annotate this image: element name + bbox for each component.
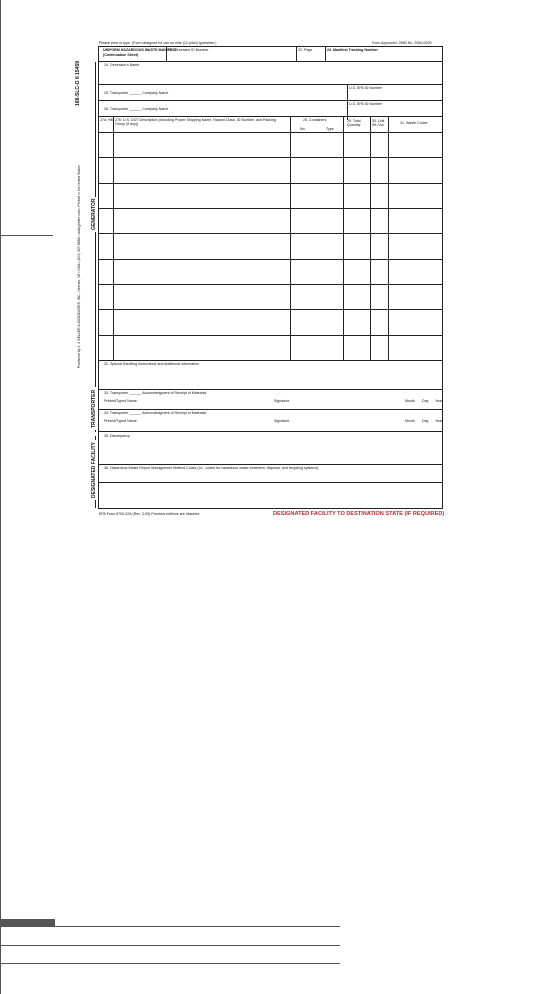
discrepancy-label: 35. Discrepancy bbox=[104, 434, 130, 438]
printed-name-33: Printed/Typed Name bbox=[104, 399, 137, 403]
year-34: Year bbox=[435, 419, 442, 423]
line-item-divider bbox=[98, 259, 443, 260]
dot-description-header: 27b. U.S. DOT Description (including Proper Shipping Name, Hazard Class, ID Number, and Packing Group (if any)) bbox=[115, 118, 285, 126]
transporter-34-label: 34. Transporter ______ Acknowledgment of Receipt of Materials bbox=[104, 411, 206, 415]
year-33: Year bbox=[435, 399, 442, 403]
form-title: UNIFORM HAZARDOUS WASTE MANIFEST bbox=[103, 48, 177, 52]
line-item-divider bbox=[98, 157, 443, 158]
containers-header: 28. Containers bbox=[303, 118, 326, 122]
unit-header: 30. Unit Wt./Vol. bbox=[372, 119, 388, 127]
line-item-divider bbox=[98, 233, 443, 234]
printed-name-34: Printed/Typed Name bbox=[104, 419, 137, 423]
transporter-25-label: 25. Transporter ______ Company Name bbox=[104, 91, 168, 95]
line-item-divider bbox=[98, 183, 443, 184]
facility-side-label: DESIGNATED FACILITY bbox=[91, 440, 97, 500]
generator-id-label: 21. Generator ID Number bbox=[168, 48, 209, 52]
waste-codes-header: 31. Waste Codes bbox=[400, 121, 427, 125]
total-quantity-header: 29. Total Quantity bbox=[347, 119, 369, 127]
containers-no-header: No. bbox=[300, 127, 306, 131]
hm-column-header: 27a. HM bbox=[100, 118, 114, 122]
form-code: 168-SLC-O 6 15459 bbox=[75, 61, 81, 106]
month-34: Month bbox=[405, 419, 415, 423]
signature-34: Signature bbox=[274, 419, 289, 423]
publisher-line: Published by J. J. KELLER & ASSOCIATES, INC., Neenah, WI • USA • (800) 327-6868 • www.jjkeller.com • Printed in the United States bbox=[77, 165, 81, 368]
epa-id-label-25: U.S. EPA ID Number bbox=[349, 86, 382, 90]
containers-type-header: Type bbox=[326, 127, 334, 131]
line-item-divider bbox=[98, 309, 443, 310]
transporter-33-label: 33. Transporter ______ Acknowledgment of Receipt of Materials bbox=[104, 391, 206, 395]
page-label: 22. Page bbox=[298, 48, 312, 52]
print-instruction: Please print or type. (Form designed for use on elite (12-pitch) typewriter.) bbox=[99, 41, 216, 45]
day-33: Day bbox=[422, 399, 428, 403]
line-item-divider bbox=[98, 284, 443, 285]
transporter-26-label: 26. Transporter ______ Company Name bbox=[104, 107, 168, 111]
epa-form-number: EPA Form 8700-22A (Rev. 3-05) Previous editions are obsolete. bbox=[99, 512, 200, 516]
signature-33: Signature bbox=[274, 399, 289, 403]
generator-side-label: GENERATOR bbox=[91, 197, 97, 232]
manifest-tracking-label: 23. Manifest Tracking Number bbox=[327, 48, 378, 52]
generator-name-label: 24. Generator's Name bbox=[104, 63, 139, 67]
month-33: Month bbox=[405, 399, 415, 403]
line-item-divider bbox=[98, 208, 443, 209]
form-subtitle: (Continuation Sheet) bbox=[103, 53, 138, 57]
day-34: Day bbox=[422, 419, 428, 423]
special-handling-label: 32. Special Handling Instructions and Additional Information bbox=[104, 362, 199, 366]
epa-id-label-26: U.S. EPA ID Number bbox=[349, 102, 382, 106]
distribution-note: DESIGNATED FACILITY TO DESTINATION STATE (IF REQUIRED) bbox=[273, 511, 444, 517]
transporter-side-label: TRANSPORTER bbox=[91, 388, 97, 430]
line-item-divider bbox=[98, 335, 443, 336]
management-codes-label: 36. Hazardous Waste Report Management Method Codes (i.e., codes for hazardous waste treatment, disposal, and recycling systems) bbox=[104, 466, 318, 470]
omb-approval: Form Approved. OMB No. 2050-0039 bbox=[372, 41, 432, 45]
